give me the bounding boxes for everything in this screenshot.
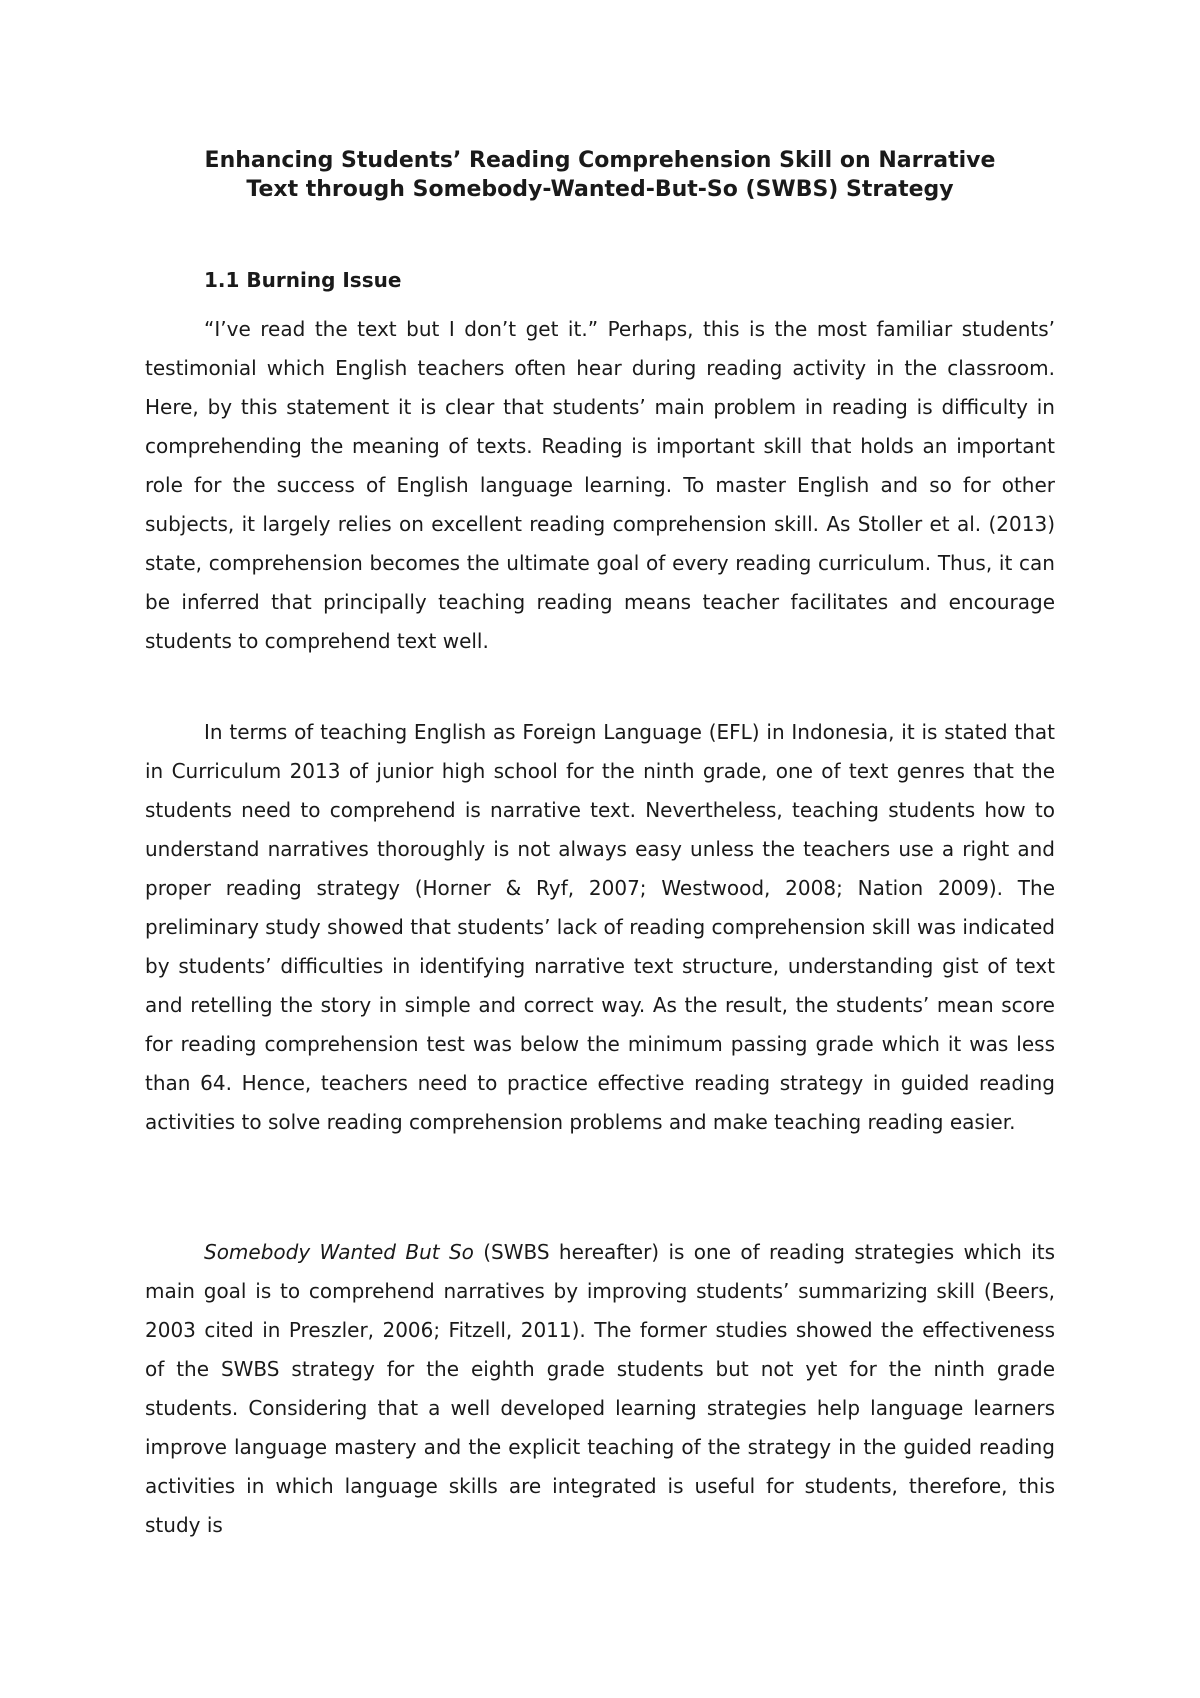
paragraph-2: In terms of teaching English as Foreign Language (EFL) in Indonesia, it is stated that in Curriculum 2013 of junior high school for the ninth grade, one of text genres that the students need to comprehend is narrative text. Nevertheless, teaching students how to understand narratives thoroughly is not always easy unless the teachers use a right and proper reading strategy (Horner & Ryf, 2007; Westwood, 2008; Nation 2009). The preliminary study showed that students’ lack of reading comprehension skill was indicated by students’ difficulties in identifying narrative text structure, understanding gist of text and retelling the story in simple and correct way. As the result, the students’ mean score for reading comprehension test was below the minimum passing grade which it was less than 64. Hence, teachers need to practice effective reading strategy in guided reading activities to solve reading comprehension problems and make teaching reading easier.	[145, 720, 1055, 1134]
paragraph-3-text: (SWBS hereafter) is one of reading strategies which its main goal is to comprehend narratives by improving students’ summarizing skill (Beers, 2003 cited in Preszler, 2006; Fitzell, 2011). The former studies showed the effectiveness of the SWBS strategy for the eighth grade students but not yet for the ninth grade students. Considering that a well developed learning strategies help language learners improve language mastery and the explicit teaching of the strategy in the guided reading activities in which language skills are integrated is useful for students, therefore, this study is	[145, 1240, 1055, 1537]
paragraph-3	[145, 1233, 1055, 1545]
italic-strategy-name: Somebody Wanted But So	[204, 1240, 474, 1264]
document-title	[145, 146, 1055, 204]
paragraph-1: “I’ve read the text but I don’t get it.” Perhaps, this is the most familiar students’ testimonial which English teachers often hear during reading activity in the classroom. Here, by this statement it is clear that students’ main problem in reading is difficulty in comprehending the meaning of texts. Reading is important skill that holds an important role for the success of English language learning. To master English and so for other subjects, it largely relies on excellent reading comprehension skill. As Stoller et al. (2013) state, comprehension becomes the ultimate goal of every reading curriculum. Thus, it can be inferred that principally teaching reading means teacher facilitates and encourage students to comprehend text well.	[145, 317, 1055, 653]
title-line-2: Text through Somebody-Wanted-But-So (SWBS) Strategy	[246, 177, 954, 202]
section-heading: 1.1 Burning Issue	[204, 268, 402, 292]
title-line-1: Enhancing Students’ Reading Comprehension Skill on Narrative	[204, 148, 996, 173]
